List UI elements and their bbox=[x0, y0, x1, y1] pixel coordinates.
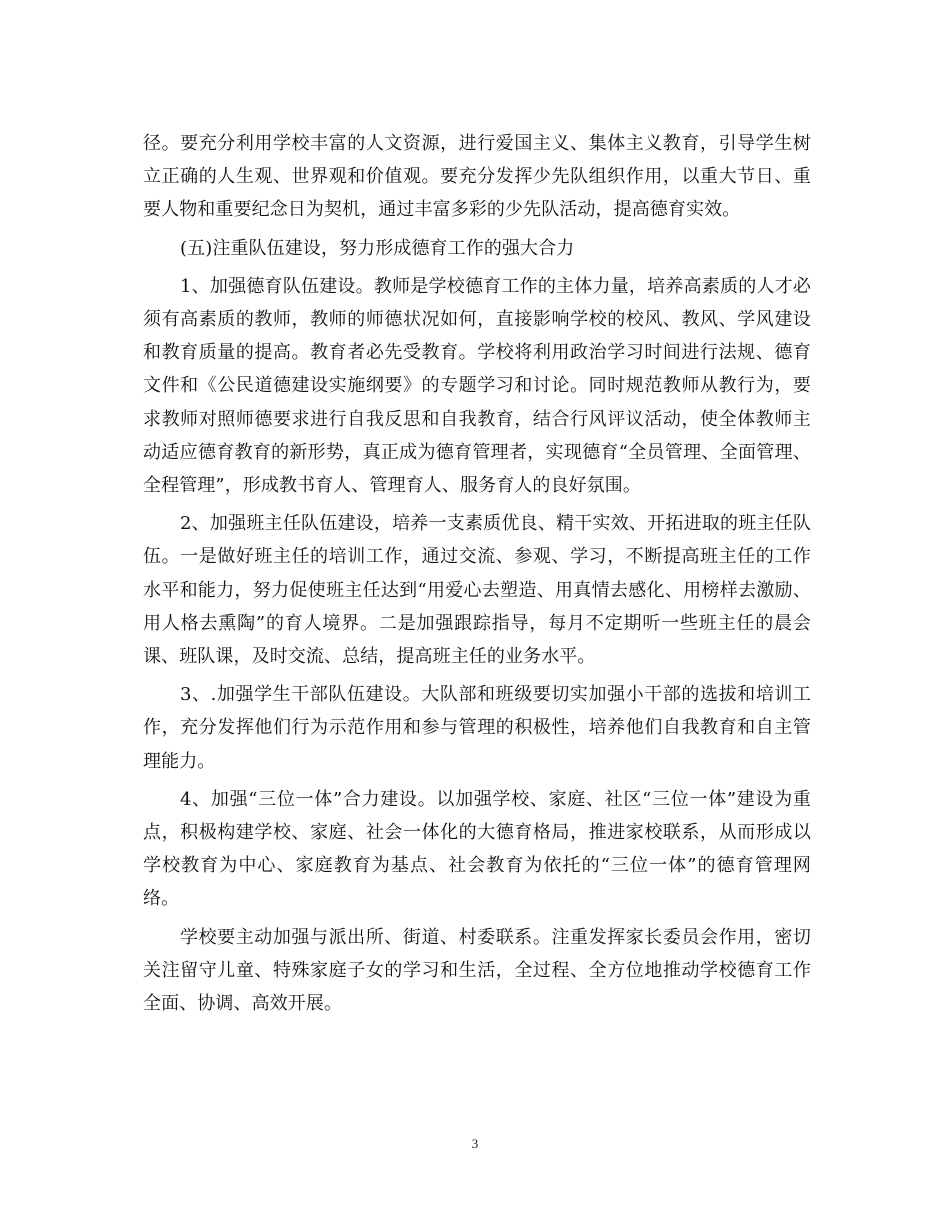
paragraph-continuation: 径。要充分利用学校丰富的人文资源，进行爱国主义、集体主义教育，引导学生树立正确的人生观、世界观和价值观。要充分发挥少先队组织作用，以重大节日、重要人物和重要纪念日为契机，通过丰富多彩的少先队活动，提高德育实效。 bbox=[143, 133, 811, 221]
paragraph-item-2: 2、加强班主任队伍建设，培养一支素质优良、精干实效、开拓进取的班主任队伍。一是做好班主任的培训工作，通过交流、参观、学习，不断提高班主任的工作水平和能力，努力促使班主任达到“用爱心去塑造、用真情去感化、用榜样去激励、用人格去熏陶”的育人境界。二是加强跟踪指导，每月不定期听一些班主任的晨会课、班队课，及时交流、总结，提高班主任的业务水平。 bbox=[143, 513, 811, 668]
paragraph-closing: 学校要主动加强与派出所、街道、村委联系。注重发挥家长委员会作用，密切关注留守儿童、特殊家庭子女的学习和生活，全过程、全方位地推动学校德育工作全面、协调、高效开展。 bbox=[143, 926, 811, 1015]
paragraph-item-1: 1、加强德育队伍建设。教师是学校德育工作的主体力量，培养高素质的人才必须有高素质的教师，教师的师德状况如何，直接影响学校的校风、教风、学风建设和教育质量的提高。教育者必先受教育。学校将利用政治学习时间进行法规、德育文件和《公民道德建设实施纲要》的专题学习和讨论。同时规范教师从教行为，要求教师对照师德要求进行自我反思和自我教育，结合行风评议活动，使全体教师主动适应德育教育的新形势，真正成为德育管理者，实现德育“全员管理、全面管理、全程管理”，形成教书育人、管理育人、服务育人的良好氛围。 bbox=[143, 275, 811, 497]
paragraph-item-4: 4、加强“三位一体”合力建设。以加强学校、家庭、社区“三位一体”建设为重点，积极构建学校、家庭、社会一体化的大德育格局，推进家校联系，从而形成以学校教育为中心、家庭教育为基点、社会教育为依托的“三位一体”的德育管理网络。 bbox=[143, 788, 811, 910]
page-number: 3 bbox=[471, 1136, 479, 1151]
document-body bbox=[143, 127, 811, 1025]
section-heading: (五)注重队伍建设，努力形成德育工作的强大合力 bbox=[180, 237, 575, 259]
paragraph-item-3: 3、.加强学生干部队伍建设。大队部和班级要切实加强小干部的选拔和培训工作，充分发挥他们行为示范作用和参与管理的积极性，培养他们自我教育和自主管理能力。 bbox=[143, 684, 811, 772]
